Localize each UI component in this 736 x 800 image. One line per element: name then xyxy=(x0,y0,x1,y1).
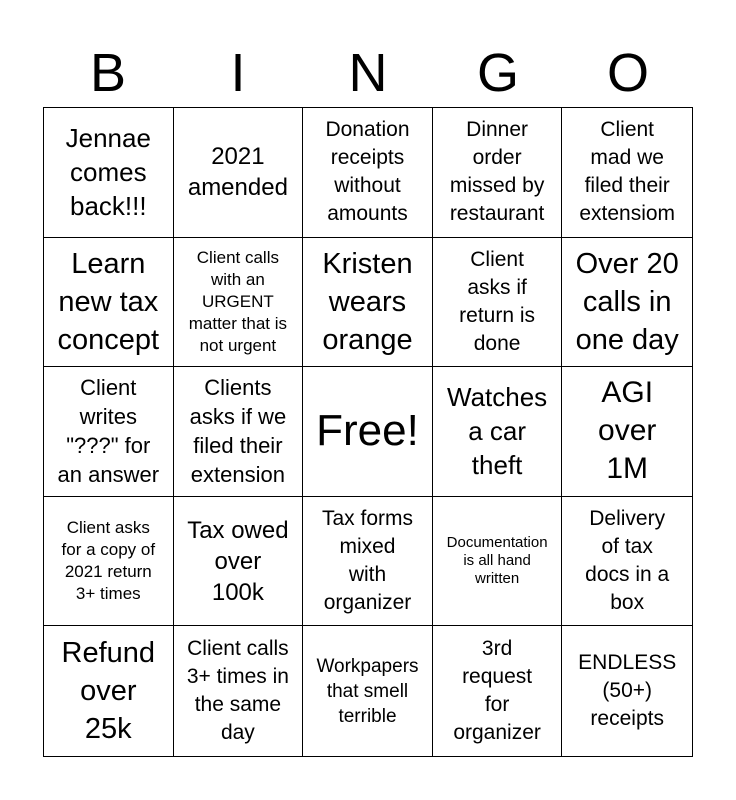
bingo-cell-r4c2[interactable] xyxy=(174,497,304,627)
bingo-cell-r3c4[interactable] xyxy=(433,367,563,497)
cell-text: AGI over 1M xyxy=(598,376,657,486)
header-letter-o: O xyxy=(606,43,649,103)
cell-text: ENDLESS (50+) receipts xyxy=(578,651,677,731)
cell-text: Refund over 25k xyxy=(61,637,156,746)
free-space-text: Free! xyxy=(316,406,419,456)
cell-text: Client calls 3+ times in the same day xyxy=(186,637,289,745)
bingo-grid xyxy=(43,107,693,757)
bingo-cell-r1c1[interactable] xyxy=(44,108,174,238)
bingo-header xyxy=(43,40,693,106)
bingo-cell-r4c1[interactable] xyxy=(44,497,174,627)
cell-text: Clients asks if we filed their extension xyxy=(189,375,287,488)
bingo-cell-r1c3[interactable] xyxy=(303,108,433,238)
header-letter-i: I xyxy=(230,43,246,103)
bingo-cell-r1c5[interactable] xyxy=(562,108,692,238)
bingo-cell-r2c3[interactable] xyxy=(303,238,433,368)
bingo-cell-r4c3[interactable] xyxy=(303,497,433,627)
cell-text: Jennae comes back!!! xyxy=(65,123,151,222)
bingo-cell-r5c2[interactable] xyxy=(174,626,304,756)
bingo-cell-r1c2[interactable] xyxy=(174,108,304,238)
cell-text: Over 20 calls in one day xyxy=(575,247,679,356)
bingo-cell-r5c3[interactable] xyxy=(303,626,433,756)
bingo-cell-r5c4[interactable] xyxy=(433,626,563,756)
bingo-cell-r1c4[interactable] xyxy=(433,108,563,238)
cell-text: Client writes "???" for an answer xyxy=(57,375,160,488)
cell-text: 2021 amended xyxy=(187,143,288,202)
bingo-cell-r5c1[interactable] xyxy=(44,626,174,756)
cell-text: Tax forms mixed with organizer xyxy=(321,507,413,615)
cell-text: Client calls with an URGENT matter that is not urgent xyxy=(188,247,288,355)
cell-text: 3rd request for organizer xyxy=(453,637,541,745)
cell-text: Kristen wears orange xyxy=(322,247,413,356)
bingo-cell-r4c4[interactable] xyxy=(433,497,563,627)
bingo-cell-r3c1[interactable] xyxy=(44,367,174,497)
cell-text: Documentation is all hand written xyxy=(446,534,548,588)
bingo-cell-r2c5[interactable] xyxy=(562,238,692,368)
header-letter-g: G xyxy=(476,43,519,103)
cell-text: Workpapers that smell terrible xyxy=(316,655,419,727)
bingo-cell-r5c5[interactable] xyxy=(562,626,692,756)
cell-text: Watches a car theft xyxy=(447,382,548,481)
bingo-cell-r3c2[interactable] xyxy=(174,367,304,497)
cell-text: Client mad we filed their extensiom xyxy=(579,118,676,226)
cell-text: Tax owed over 100k xyxy=(187,516,289,606)
bingo-cell-r3c5[interactable] xyxy=(562,367,692,497)
cell-text: Client asks if return is done xyxy=(459,247,536,355)
cell-text: Delivery of tax docs in a box xyxy=(585,507,670,615)
cell-text: Client asks for a copy of 2021 return 3+ times xyxy=(61,518,156,604)
header-letter-b: B xyxy=(89,43,127,103)
bingo-cell-r2c2[interactable] xyxy=(174,238,304,368)
cell-text: Learn new tax concept xyxy=(57,247,160,356)
cell-text: Dinner order missed by restaurant xyxy=(449,118,545,226)
bingo-cell-r2c1[interactable] xyxy=(44,238,174,368)
cell-text: Donation receipts without amounts xyxy=(325,118,410,226)
header-letter-n: N xyxy=(348,43,388,103)
bingo-cell-r2c4[interactable] xyxy=(433,238,563,368)
bingo-cell-free[interactable] xyxy=(303,367,433,497)
bingo-cell-r4c5[interactable] xyxy=(562,497,692,627)
